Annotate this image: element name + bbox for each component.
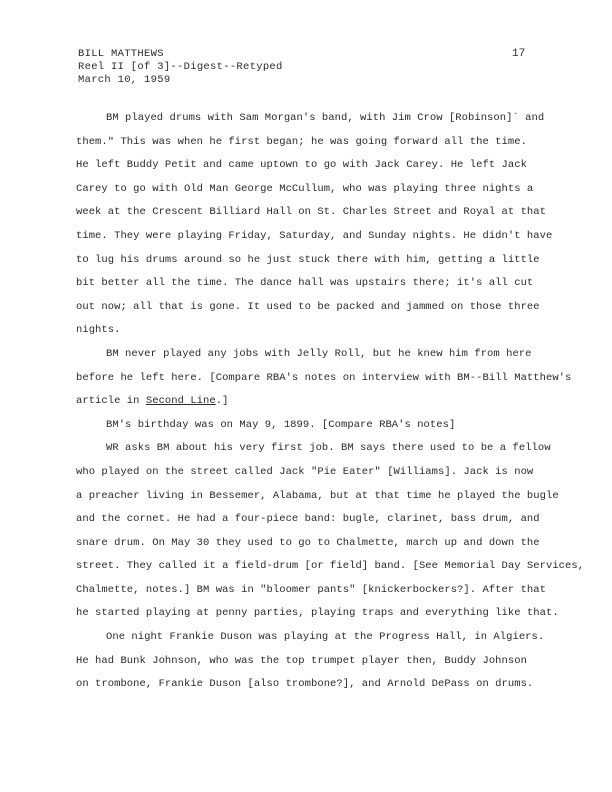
text-line: Chalmette, notes.] BM was in "bloomer pants" [knickerbockers?]. After that xyxy=(76,583,546,596)
text-line: bit better all the time. The dance hall was upstairs there; it's all cut xyxy=(76,277,534,290)
text-line: and the cornet. He had a four-piece band: bugle, clarinet, bass drum, and xyxy=(76,513,540,526)
text-line: BM's birthday was on May 9, 1899. [Compare RBA's notes] xyxy=(106,418,456,431)
text-line: nights. xyxy=(76,324,121,337)
text-line: street. They called it a field-drum [or field] band. [See Memorial Day Services, xyxy=(76,560,585,573)
text-line: time. They were playing Friday, Saturday, and Sunday nights. He didn't have xyxy=(76,229,553,242)
text-line: who played on the street called Jack "Pie Eater" [Williams]. Jack is now xyxy=(76,465,534,478)
document-header xyxy=(78,48,283,87)
text-line: One night Frankie Duson was playing at the Progress Hall, in Algiers. xyxy=(106,631,545,644)
text-line: on trombone, Frankie Duson [also trombone?], and Arnold DePass on drums. xyxy=(76,678,534,691)
article-title: Second Line xyxy=(145,395,216,408)
text-line: week at the Crescent Billiard Hall on St. Charles Street and Royal at that xyxy=(76,206,546,219)
text-line: He had Bunk Johnson, who was the top trumpet player then, Buddy Johnson xyxy=(76,654,527,667)
transcript-body xyxy=(76,107,585,697)
text-line: WR asks BM about his very first job. BM says there used to be a fellow xyxy=(106,442,551,455)
text-line: Carey to go with Old Man George McCullum, who was playing three nights a xyxy=(76,182,534,195)
text-line: out now; all that is gone. It used to be packed and jammed on those three xyxy=(76,300,540,313)
interview-date: March 10, 1959 xyxy=(78,74,171,86)
interviewee-name: BILL MATTHEWS xyxy=(78,48,164,60)
text-line: them.ʺ This was when he first began; he was going forward all the time. xyxy=(76,135,527,148)
text-line: snare drum. On May 30 they used to go to Chalmette, march up and down the xyxy=(76,536,540,549)
reel-info: Reel II [of 3]--Digest--Retyped xyxy=(78,61,283,73)
article-suffix: .] xyxy=(215,395,229,408)
text-line: He left Buddy Petit and came uptown to go with Jack Carey. He left Jack xyxy=(76,159,527,172)
text-line: he started playing at penny parties, playing traps and everything like that. xyxy=(76,607,559,620)
text-line: before he left here. [Compare RBA's notes on interview with BM--Bill Matthew's xyxy=(76,371,572,384)
text-line: BM never played any jobs with Jelly Roll, but he knew him from here xyxy=(106,347,532,360)
text-line xyxy=(76,390,536,414)
article-prefix: article in xyxy=(76,395,146,408)
page-number: 17 xyxy=(512,48,526,60)
text-line: to lug his drums around so he just stuck there with him, getting a little xyxy=(76,253,540,266)
text-line: a preacher living in Bessemer, Alabama, but at that time he played the bugle xyxy=(76,489,559,502)
text-line: BM played drums with Sam Morgan's band, with Jim Crow [Robinson]´ and xyxy=(106,112,545,124)
